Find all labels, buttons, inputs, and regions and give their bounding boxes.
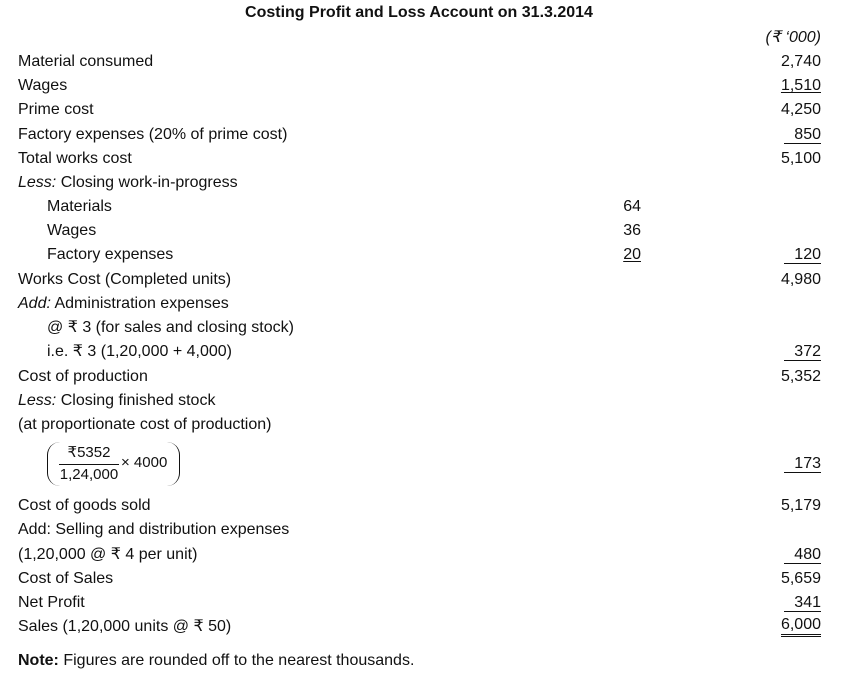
- page-title: Costing Profit and Loss Account on 31.3.2014: [245, 4, 593, 21]
- table-row: [0, 316, 850, 340]
- row-label: [18, 292, 229, 316]
- table-row: [0, 518, 850, 542]
- table-row: [0, 50, 850, 74]
- row-amount: 4,980: [780, 271, 821, 288]
- row-sub-amount: 20: [623, 246, 641, 263]
- row-label: Cost of Sales: [18, 570, 114, 587]
- note-text: Figures are rounded off to the nearest thousands.: [63, 652, 415, 669]
- table-row: [0, 123, 850, 147]
- row-amount: 480: [784, 546, 821, 564]
- row-amount: 4,250: [780, 101, 821, 118]
- table-row: [0, 567, 850, 591]
- row-label: (1,20,000 @ ₹ 4 per unit): [18, 546, 198, 563]
- row-sub-amount: 36: [623, 222, 641, 239]
- table-row: [0, 243, 850, 267]
- table-row: [0, 219, 850, 243]
- row-amount: 6,000: [781, 615, 821, 637]
- table-row: [0, 147, 850, 171]
- row-amount: 120: [784, 246, 821, 264]
- table-row: [0, 195, 850, 219]
- table-row: [0, 591, 850, 615]
- row-sub-amount: 64: [623, 198, 641, 215]
- row-label: Factory expenses (20% of prime cost): [18, 126, 288, 143]
- row-label: Wages: [47, 222, 97, 239]
- table-row: [0, 74, 850, 98]
- table-row: [0, 413, 850, 437]
- row-label: Total works cost: [18, 150, 132, 167]
- row-label: @ ₹ 3 (for sales and closing stock): [47, 319, 294, 336]
- table-row: [0, 171, 850, 195]
- row-prefix: Less:: [18, 174, 57, 191]
- table-row: [0, 494, 850, 518]
- row-label-text: Administration expenses: [54, 295, 229, 312]
- row-label: i.e. ₹ 3 (1,20,000 + 4,000): [47, 343, 232, 360]
- row-label: Cost of goods sold: [18, 497, 151, 514]
- row-label: Factory expenses: [47, 246, 174, 263]
- row-amount: 5,352: [780, 368, 821, 385]
- row-label: (at proportionate cost of production): [18, 416, 272, 433]
- table-row: [0, 98, 850, 122]
- row-label: Net Profit: [18, 594, 85, 611]
- fraction-multiplier: × 4000: [121, 454, 168, 471]
- table-row: [0, 340, 850, 364]
- unit-row: [0, 26, 850, 50]
- row-label: Wages: [18, 77, 68, 94]
- row-label: Cost of production: [18, 368, 148, 385]
- row-label: Material consumed: [18, 53, 154, 70]
- footnote: [18, 652, 414, 670]
- row-amount: 850: [784, 126, 821, 144]
- row-amount: 341: [784, 594, 821, 612]
- unit-label: (₹ ‘000): [765, 29, 821, 46]
- table-row: [0, 452, 850, 476]
- row-amount: 5,179: [780, 497, 821, 514]
- row-label: [18, 389, 215, 413]
- row-label: Materials: [47, 198, 112, 215]
- row-label-text: Closing work-in-progress: [60, 174, 238, 191]
- table-row: [0, 615, 850, 639]
- table-row: [0, 268, 850, 292]
- table-row: [0, 365, 850, 389]
- row-prefix: Less:: [18, 392, 57, 409]
- row-amount: 173: [784, 455, 821, 473]
- row-prefix: Add:: [18, 295, 51, 312]
- row-label-text: Closing finished stock: [60, 392, 216, 409]
- row-label: Add: Selling and distribution expenses: [18, 521, 290, 538]
- table-row: [0, 543, 850, 567]
- fraction-numerator: ₹5352: [67, 444, 111, 461]
- note-label: Note:: [18, 652, 59, 669]
- row-amount: 5,659: [780, 570, 821, 587]
- row-amount: 5,100: [780, 150, 821, 167]
- row-label: Works Cost (Completed units): [18, 271, 232, 288]
- row-amount: 372: [784, 343, 821, 361]
- row-label: [18, 171, 238, 195]
- row-amount: 2,740: [780, 53, 821, 70]
- table-row: [0, 292, 850, 316]
- row-label: Prime cost: [18, 101, 94, 118]
- fraction-denominator: 1,24,000: [59, 466, 119, 483]
- row-amount: 1,510: [780, 77, 821, 94]
- table-row: [0, 389, 850, 413]
- row-label: Sales (1,20,000 units @ ₹ 50): [18, 618, 232, 635]
